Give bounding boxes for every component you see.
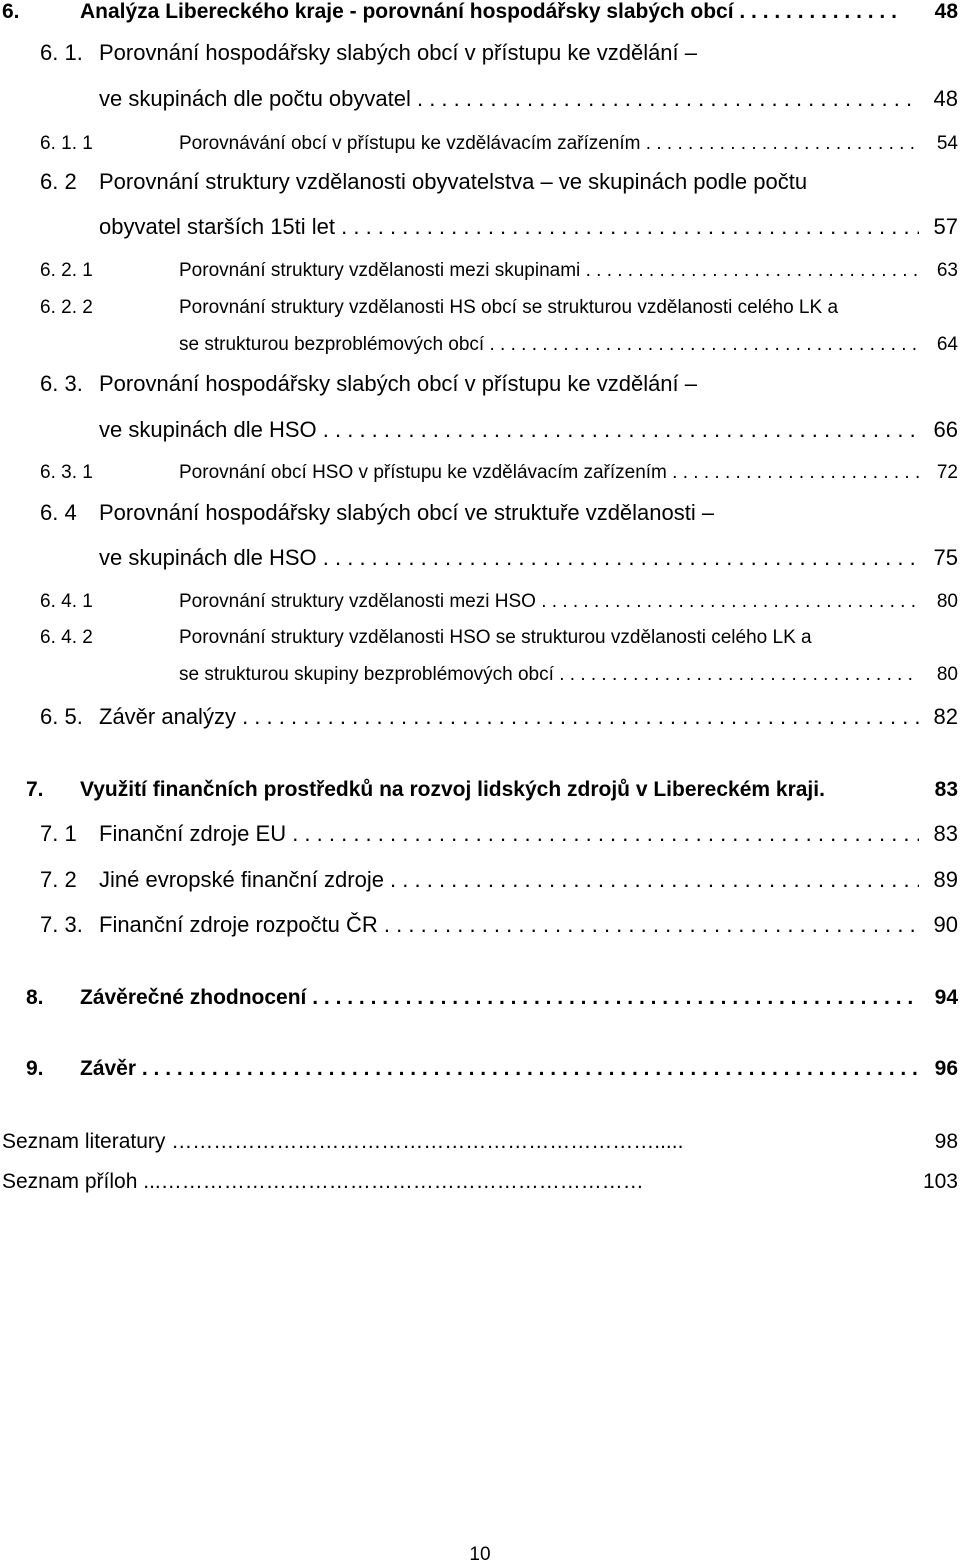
toc-number: 7. 2: [40, 867, 77, 892]
toc-page-number: 57: [933, 214, 958, 239]
toc-entry[interactable]: [0, 704, 960, 744]
toc-entry[interactable]: [0, 591, 960, 631]
toc-page-number: 90: [933, 912, 958, 937]
page-number: 10: [469, 1544, 491, 1565]
toc-title: Porovnání obcí HSO v přístupu ke vzdělávacím zařízením . . .: [179, 462, 919, 484]
toc-title: Porovnání hospodářsky slabých obcí v přístupu ke vzdělání –: [99, 40, 698, 65]
toc-number: 7. 1: [40, 821, 77, 846]
toc-page-number: 83: [933, 821, 958, 846]
toc-entry[interactable]: [0, 297, 960, 337]
toc-title: Finanční zdroje rozpočtu ČR . . .: [99, 912, 919, 938]
toc-title: Seznam literatury …………………………………………………………….....: [2, 1130, 684, 1153]
toc-page-number: 98: [934, 1130, 958, 1153]
toc-number: 6. 1. 1: [40, 133, 93, 154]
toc-entry-continuation[interactable]: [0, 334, 960, 374]
toc-entry[interactable]: [0, 40, 960, 80]
toc-title: Porovnání struktury vzdělanosti mezi HSO . . .: [179, 591, 919, 613]
toc-page-number: 72: [936, 462, 958, 483]
toc-entry[interactable]: [0, 260, 960, 300]
toc-entry-continuation[interactable]: [0, 664, 960, 704]
toc-page-number: 80: [936, 591, 958, 612]
toc-page-number: 63: [936, 260, 958, 281]
toc-page-number: 89: [933, 867, 958, 892]
toc-entry[interactable]: [0, 627, 960, 667]
toc-page-number: 48: [934, 0, 958, 23]
toc-number: 6. 4. 2: [40, 627, 93, 648]
toc-entry[interactable]: [0, 0, 960, 40]
toc-number: 7. 3.: [40, 912, 83, 937]
toc-title: se strukturou skupiny bezproblémových obcí . . .: [179, 664, 919, 686]
toc-number: 6. 2: [40, 169, 77, 194]
toc-number: 6. 2. 1: [40, 260, 93, 281]
toc-page-number: 94: [934, 986, 958, 1009]
toc-page-number: 54: [936, 133, 958, 154]
toc-title: Porovnání struktury vzdělanosti HS obcí se strukturou vzdělanosti celého LK a: [179, 297, 839, 318]
toc-number: 6. 3.: [40, 371, 83, 396]
toc-page-number: 82: [933, 704, 958, 729]
toc-title: ve skupinách dle HSO . . .: [99, 545, 919, 571]
toc-entry-continuation[interactable]: [0, 214, 960, 254]
toc-number: 9.: [26, 1057, 44, 1080]
toc-entry[interactable]: [0, 1170, 960, 1210]
toc-number: 8.: [26, 986, 44, 1009]
toc-entry[interactable]: [0, 1130, 960, 1170]
toc-entry[interactable]: [0, 462, 960, 502]
toc-title: se strukturou bezproblémových obcí . . .: [179, 334, 919, 356]
toc-number: 6. 4: [40, 500, 77, 525]
toc-entry[interactable]: [0, 912, 960, 952]
toc-page-number: 83: [934, 778, 958, 801]
toc-page-number: 96: [934, 1057, 958, 1080]
toc-title: Finanční zdroje EU . . .: [99, 821, 919, 847]
toc-page-number: 75: [933, 545, 958, 570]
toc-page-number: 64: [936, 334, 958, 355]
toc-entry[interactable]: [0, 500, 960, 540]
toc-title: Seznam příloh ...……………………………………………………………: [2, 1170, 644, 1193]
toc-entry[interactable]: [0, 371, 960, 411]
toc-title: ve skupinách dle HSO . . .: [99, 417, 919, 443]
toc-number: 6.: [2, 0, 20, 23]
toc-title: obyvatel starších 15ti let . . .: [99, 214, 919, 240]
toc-number: 6. 2. 2: [40, 297, 93, 318]
toc-entry-continuation[interactable]: [0, 86, 960, 126]
toc-entry[interactable]: [0, 986, 960, 1026]
toc-entry[interactable]: [0, 169, 960, 209]
toc-title: Porovnávání obcí v přístupu ke vzdělávacím zařízením . . .: [179, 133, 919, 155]
toc-number: 6. 1.: [40, 40, 83, 65]
toc-entry[interactable]: [0, 778, 960, 818]
toc-entry[interactable]: [0, 133, 960, 173]
toc-title: Závěr . . .: [80, 1057, 920, 1081]
toc-title: Využití finančních prostředků na rozvoj lidských zdrojů v Libereckém kraji.: [80, 778, 825, 801]
toc-title: Porovnání struktury vzdělanosti obyvatelstva – ve skupinách podle počtu: [99, 169, 808, 194]
toc-number: 6. 5.: [40, 704, 83, 729]
toc-title: Porovnání struktury vzdělanosti mezi skupinami . . .: [179, 260, 919, 282]
toc-entry[interactable]: [0, 867, 960, 907]
toc-title: Analýza Libereckého kraje - porovnání hospodářsky slabých obcí . . .: [80, 0, 900, 24]
toc-title: Porovnání struktury vzdělanosti HSO se strukturou vzdělanosti celého LK a: [179, 627, 812, 648]
toc-title: Závěrečné zhodnocení . . .: [80, 986, 920, 1010]
toc-page-number: 66: [933, 417, 958, 442]
toc-title: ve skupinách dle počtu obyvatel . . .: [99, 86, 919, 112]
toc-page-number: 80: [936, 664, 958, 685]
toc-page-number: 103: [922, 1170, 958, 1193]
toc-number: 7.: [26, 778, 44, 801]
toc-title: Závěr analýzy . . .: [99, 704, 919, 730]
toc-entry[interactable]: [0, 821, 960, 861]
toc-entry[interactable]: [0, 1057, 960, 1097]
toc-title: Porovnání hospodářsky slabých obcí v přístupu ke vzdělání –: [99, 371, 698, 396]
toc-entry-continuation[interactable]: [0, 545, 960, 585]
toc-title: Jiné evropské finanční zdroje . . .: [99, 867, 919, 893]
toc-entry-continuation[interactable]: [0, 417, 960, 457]
toc-number: 6. 4. 1: [40, 591, 93, 612]
toc-title: Porovnání hospodářsky slabých obcí ve struktuře vzdělanosti –: [99, 500, 715, 525]
toc-page-number: 48: [933, 86, 958, 111]
toc-number: 6. 3. 1: [40, 462, 93, 483]
